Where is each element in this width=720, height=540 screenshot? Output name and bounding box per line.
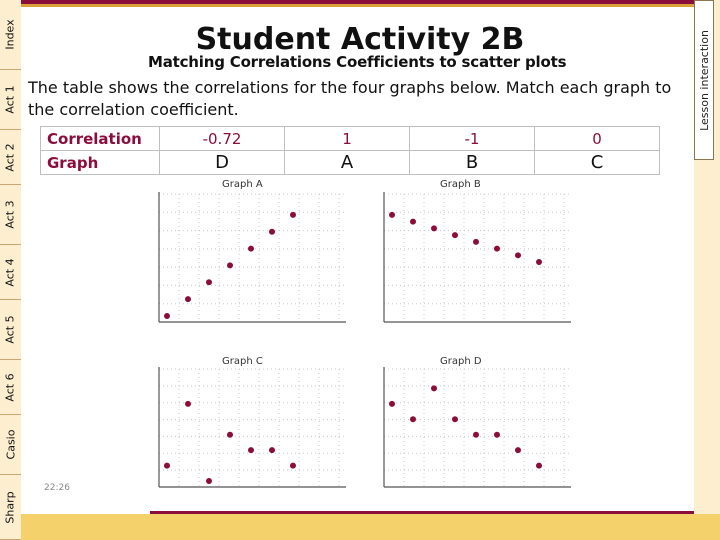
tab-label: Act 2 xyxy=(4,142,17,172)
correlation-row xyxy=(41,127,660,151)
instructions: The table shows the correlations for the four graphs below. Match each graph to the correlation coefficient. xyxy=(28,78,672,119)
data-point xyxy=(410,219,416,225)
graph-a-title: Graph A xyxy=(222,179,263,190)
graph-d-title: Graph D xyxy=(440,356,482,367)
graph-answer-cell[interactable]: D xyxy=(160,151,285,175)
graph-answer-cell[interactable]: C xyxy=(535,151,660,175)
data-point xyxy=(164,313,170,319)
correlation-header: Correlation xyxy=(41,127,160,151)
tab-act-2[interactable] xyxy=(0,130,21,185)
data-point xyxy=(473,432,479,438)
data-point xyxy=(248,246,254,252)
data-point xyxy=(389,401,395,407)
data-point xyxy=(164,463,170,469)
footer-line xyxy=(150,511,694,514)
correlation-cell: 0 xyxy=(535,127,660,151)
tab-label: Index xyxy=(4,19,18,50)
data-point xyxy=(410,416,416,422)
tab-act-5[interactable] xyxy=(0,300,21,360)
tab-label: Act 4 xyxy=(4,257,17,287)
graph-answer-cell[interactable]: B xyxy=(410,151,535,175)
correlation-cell: 1 xyxy=(285,127,410,151)
data-point xyxy=(290,212,296,218)
graph-c-plot xyxy=(145,365,350,495)
lesson-interaction-label: Lesson interaction xyxy=(697,29,711,131)
data-point xyxy=(431,225,437,231)
graph-row xyxy=(41,151,660,175)
tab-act-3[interactable] xyxy=(0,185,21,245)
tab-label: Act 3 xyxy=(4,200,17,229)
data-point xyxy=(185,401,191,407)
data-point xyxy=(452,416,458,422)
data-point xyxy=(452,232,458,238)
data-point xyxy=(269,229,275,235)
data-point xyxy=(515,447,521,453)
data-point xyxy=(515,252,521,258)
data-point xyxy=(494,432,500,438)
graph-b-title: Graph B xyxy=(440,179,481,190)
data-point xyxy=(206,279,212,285)
data-point xyxy=(185,296,191,302)
page-subtitle: Matching Correlations Coefficients to scatter plots xyxy=(148,53,567,71)
correlation-cell: -1 xyxy=(410,127,535,151)
page-title: Student Activity 2B xyxy=(195,22,525,57)
correlation-cell: -0.72 xyxy=(160,127,285,151)
data-point xyxy=(248,447,254,453)
tab-label: Act 5 xyxy=(4,315,17,344)
tab-label: Sharp xyxy=(4,490,18,524)
data-point xyxy=(227,432,233,438)
tab-label: Act 6 xyxy=(4,372,17,402)
tab-sharp[interactable] xyxy=(0,475,21,540)
tab-label: Act 1 xyxy=(4,85,17,114)
graph-c-title: Graph C xyxy=(222,356,263,367)
graph-b-plot xyxy=(370,190,575,330)
page-number: 22:26 xyxy=(44,483,70,493)
tab-act-4[interactable] xyxy=(0,245,21,300)
data-point xyxy=(227,262,233,268)
data-point xyxy=(494,246,500,252)
graph-answer-cell[interactable]: A xyxy=(285,151,410,175)
graph-header: Graph xyxy=(41,151,160,175)
tab-casio[interactable] xyxy=(0,415,21,475)
data-point xyxy=(206,478,212,484)
top-stripe xyxy=(21,4,694,7)
tab-act-6[interactable] xyxy=(0,360,21,415)
tab-label: Casio xyxy=(4,429,18,460)
graph-d-plot xyxy=(370,365,575,495)
tab-act-1[interactable] xyxy=(0,70,21,130)
bottom-band xyxy=(0,514,720,540)
data-point xyxy=(269,447,275,453)
data-point xyxy=(389,212,395,218)
data-point xyxy=(473,239,479,245)
correlation-table xyxy=(40,126,660,175)
data-point xyxy=(431,385,437,391)
data-point xyxy=(290,463,296,469)
data-point xyxy=(536,463,542,469)
graph-a-plot xyxy=(145,190,350,330)
data-point xyxy=(536,259,542,265)
